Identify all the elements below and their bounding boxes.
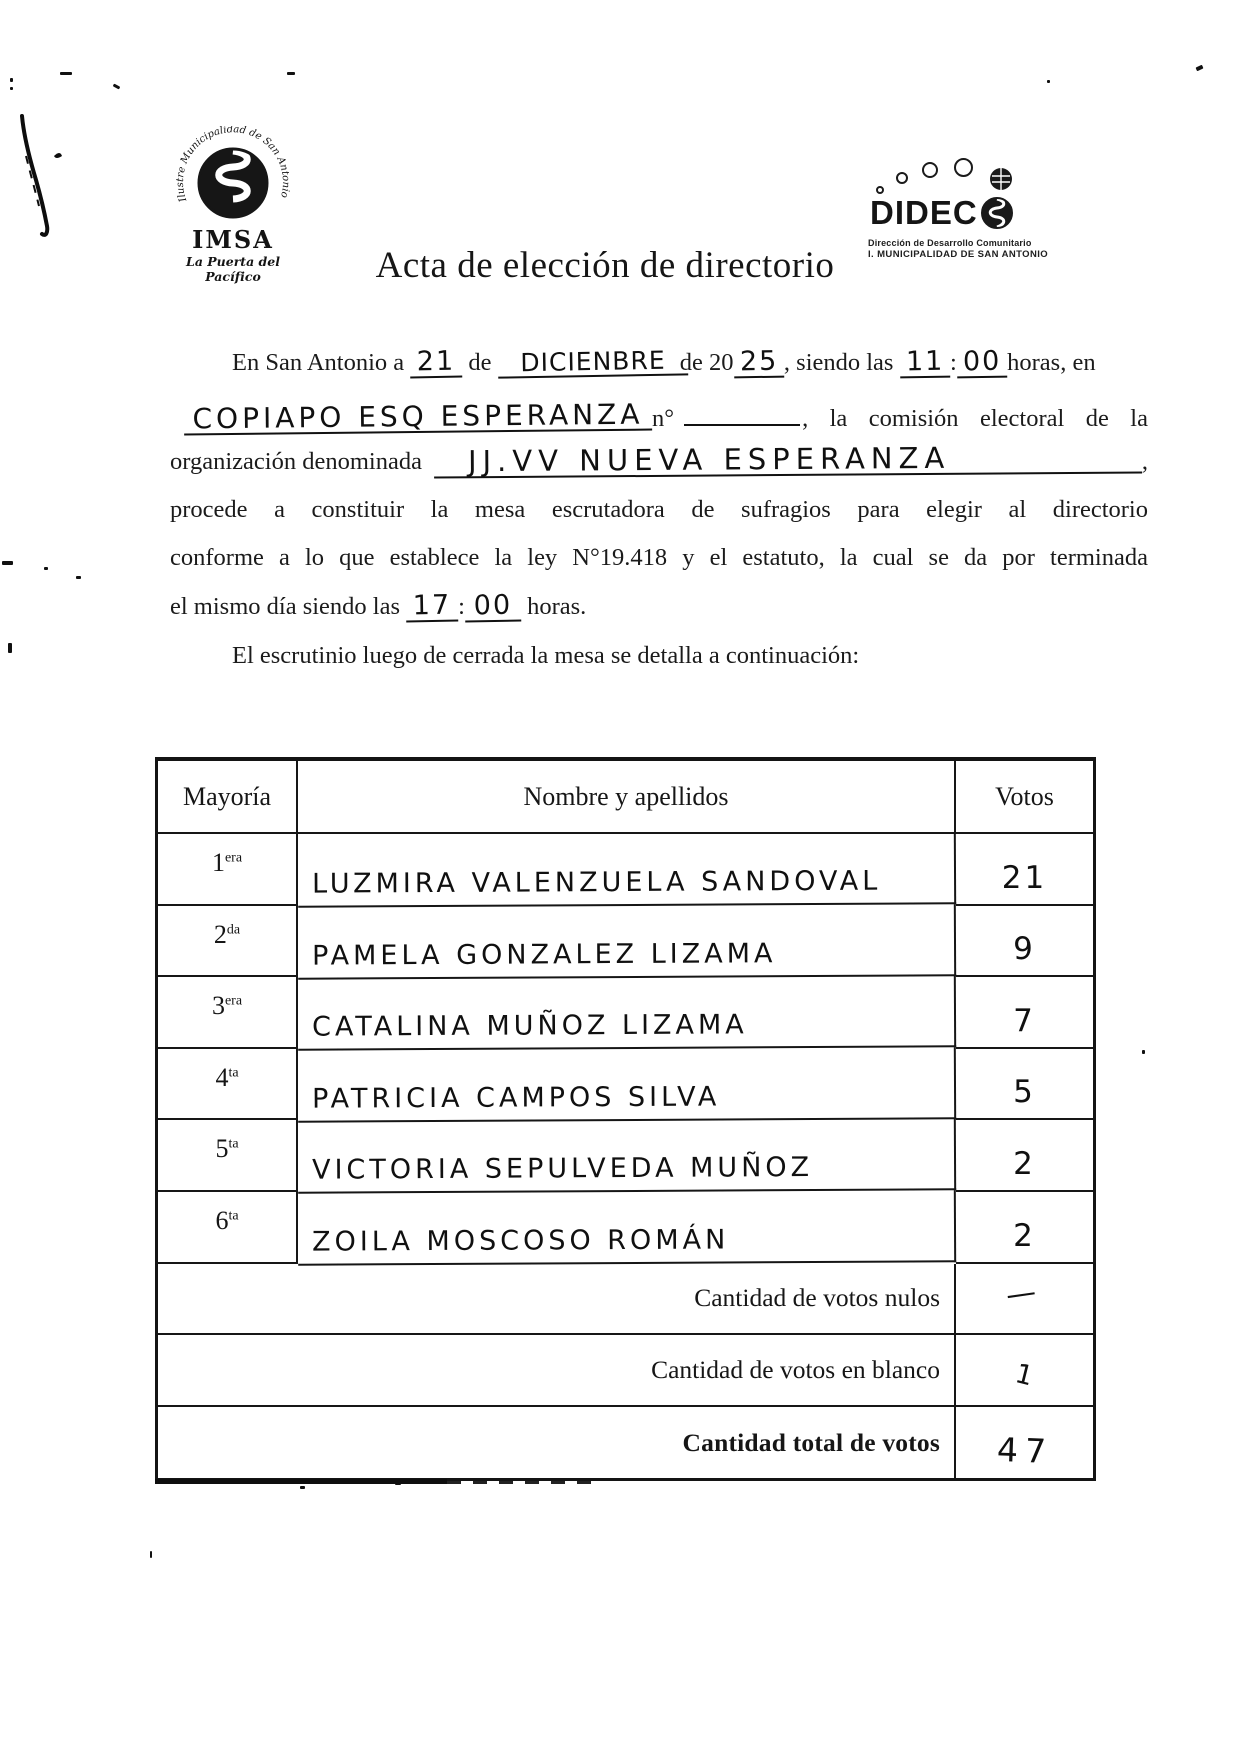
scan-speck <box>1047 80 1050 83</box>
name-cell: VICTORIA SEPULVEDA MUÑOZ <box>298 1119 956 1194</box>
name-cell: LUZMIRA VALENZUELA SANDOVAL <box>298 832 956 907</box>
scan-speck <box>1195 65 1203 72</box>
intro-line-6: el mismo día siendo las 17 : 00 horas. <box>170 589 587 622</box>
scan-speck <box>150 1551 152 1558</box>
dideco-arc-dot-icon <box>896 172 908 184</box>
intro-line-4: procede a constituir la mesa escrutadora de sufragios para elegir al directorio <box>170 496 1148 523</box>
handwritten-minutes: 00 <box>957 348 1008 379</box>
name-cell: PAMELA GONZALEZ LIZAMA <box>298 904 956 979</box>
summary-value-total: 47 <box>995 1430 1054 1472</box>
results-table <box>155 757 1096 1481</box>
intro-line-2 <box>170 396 1148 436</box>
scan-speck <box>287 72 295 75</box>
handwritten-close-hour: 17 <box>406 592 459 623</box>
name-cell: PATRICIA CAMPOS SILVA <box>298 1047 956 1122</box>
scan-speck <box>2 561 13 565</box>
imsa-emblem-icon <box>158 126 308 224</box>
intro-line-2-text: , la comisión electoral de la <box>802 405 1148 432</box>
scan-speck <box>8 643 12 653</box>
votes-cell: 5 <box>956 1049 1093 1121</box>
summary-label-nulos: Cantidad de votos nulos <box>158 1264 956 1336</box>
summary-label-total: Cantidad total de votos <box>158 1407 956 1479</box>
dideco-arc-dot-icon <box>876 186 884 194</box>
rank-cell: $2^{da}$ <box>158 906 298 978</box>
n-degree-label: n° <box>652 405 675 432</box>
imsa-acronym: IMSA <box>192 225 274 254</box>
dideco-subtitle-1: Dirección de Desarrollo Comunitario <box>868 238 1032 248</box>
imsa-tagline: La Puerta del Pacífico <box>186 254 280 284</box>
scan-speck <box>44 567 48 570</box>
summary-label-blanco: Cantidad de votos en blanco <box>158 1335 956 1407</box>
dideco-globe-icon <box>980 196 1014 230</box>
scrutiny-line: El escrutinio luego de cerrada la mesa se detalla a continuación: <box>232 642 860 669</box>
dideco-arc-dot-icon <box>922 162 938 178</box>
votes-cell: 2 <box>956 1120 1093 1192</box>
handwritten-hour: 11 <box>899 348 950 379</box>
votes-cell: 9 <box>956 906 1093 978</box>
handwritten-organization: JJ.VV NUEVA ESPERANZA <box>434 442 1142 479</box>
handwritten-close-minutes: 00 <box>465 592 522 623</box>
scan-border-remnant <box>447 1481 595 1484</box>
scan-speck <box>10 87 13 90</box>
scan-speck <box>10 78 13 82</box>
scan-speck <box>60 72 72 75</box>
dideco-arc-dot-icon <box>954 158 973 177</box>
scan-border-remnant <box>155 1479 447 1484</box>
intro-line-3-text: organización denominada <box>170 448 422 475</box>
handwritten-year: 25 <box>733 348 784 379</box>
votes-cell: 7 <box>956 977 1093 1049</box>
summary-value-nulos: — <box>956 1264 1093 1336</box>
handwritten-address: COPIAPO ESQ ESPERANZA <box>184 400 652 436</box>
dideco-subtitle-2: I. MUNICIPALIDAD DE SAN ANTONIO <box>868 249 1049 260</box>
votes-cell: 2 <box>956 1192 1093 1264</box>
scan-speck <box>300 1486 305 1489</box>
rank-cell: $6^{ta}$ <box>158 1192 298 1264</box>
intro-line-1: En San Antonio a 21 de DICIENBRE de 20 25 , siendo las 11 : 00 horas, en <box>232 345 1096 378</box>
document-title: Acta de elección de directorio <box>375 245 835 286</box>
intro-line-3: organización denominada JJ.VV NUEVA ESPERANZA , <box>170 440 1148 479</box>
header-nombre: Nombre y apellidos <box>298 761 956 834</box>
imsa-ring-text: Ilustre Municipalidad de San Antonio <box>174 126 292 204</box>
pen-scratch-icon <box>10 98 70 248</box>
summary-value-blanco: 1 <box>956 1335 1093 1407</box>
rank-cell: $4^{ta}$ <box>158 1049 298 1121</box>
name-cell: CATALINA MUÑOZ LIZAMA <box>298 975 956 1050</box>
votes-cell: 21 <box>956 834 1093 906</box>
intro-line-1-text: En San Antonio a <box>232 349 405 376</box>
rank-cell: $3^{era}$ <box>158 977 298 1049</box>
name-cell: ZOILA MOSCOSO ROMÁN <box>298 1190 956 1265</box>
handwritten-month: DICIENBRE <box>497 347 687 379</box>
header-votos: Votos <box>956 761 1093 834</box>
intro-line-6-text: el mismo día siendo las <box>170 593 400 620</box>
header-mayoria: Mayoría <box>158 761 298 834</box>
dideco-arc-globe-icon <box>988 166 1014 192</box>
handwritten-day: 21 <box>410 348 463 379</box>
scan-speck <box>76 576 81 579</box>
blank-number-line <box>684 396 800 426</box>
dideco-wordmark: DIDEC <box>870 194 1014 232</box>
rank-cell: $5^{ta}$ <box>158 1120 298 1192</box>
intro-line-5: conforme a lo que establece la ley N°19.418 y el estatuto, la cual se da por terminada <box>170 544 1148 571</box>
rank-cell: $1^{era}$ <box>158 834 298 906</box>
scan-speck <box>1142 1050 1145 1054</box>
scan-speck <box>113 84 121 90</box>
